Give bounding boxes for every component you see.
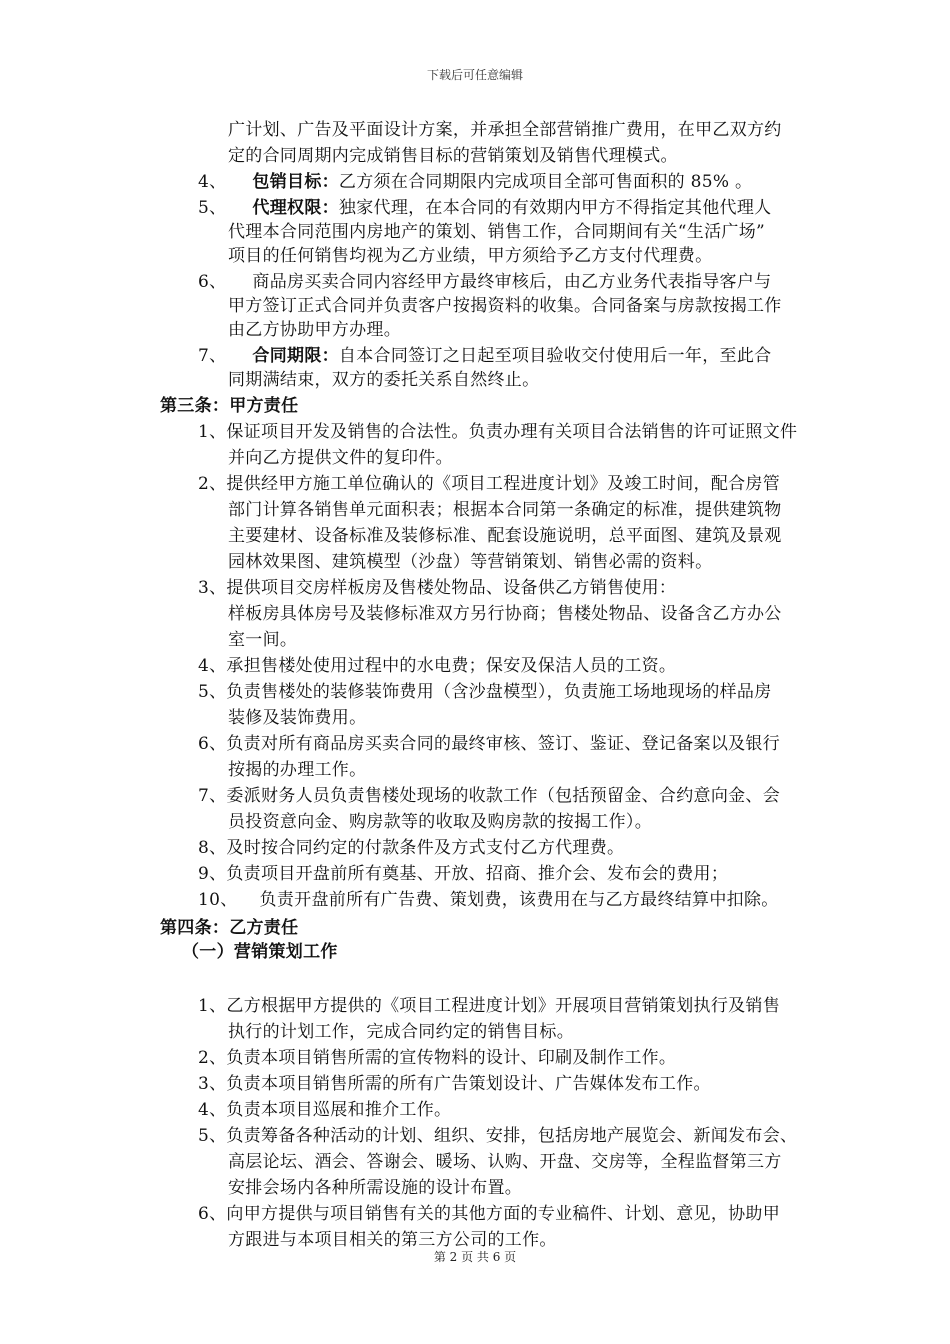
item-title: 代理权限： — [252, 198, 339, 218]
list-item — [198, 732, 780, 756]
item-number: 1、 — [198, 996, 227, 1016]
section-heading: 第三条：甲方责任 — [160, 396, 299, 416]
paragraph-line: 代理本合同范围内房地产的策划、销售工作，合同期间有关“生活广场” — [228, 222, 765, 242]
item-number: 5、 — [198, 1126, 227, 1146]
paragraph-line: 方跟进与本项目相关的第三方公司的工作。 — [228, 1230, 557, 1250]
list-item — [198, 994, 780, 1018]
paragraph-line: 按揭的办理工作。 — [228, 760, 367, 780]
item-text: 负责对所有商品房买卖合同的最终审核、签订、鉴证、登记备案以及银行 — [226, 734, 781, 754]
item-number: 4、 — [198, 656, 227, 676]
paragraph-line: 室一间。 — [228, 630, 298, 650]
item-number: 3、 — [198, 1074, 227, 1094]
list-item — [198, 836, 624, 860]
item-text: 乙方须在合同期限内完成项目全部可售面积的 85% 。 — [338, 172, 753, 192]
item-title: 包销目标： — [252, 172, 339, 192]
page-footer: 第 2 页 共 6 页 — [433, 1250, 517, 1264]
list-item — [198, 784, 780, 808]
item-number: 5、 — [198, 682, 227, 702]
list-item — [198, 472, 780, 496]
paragraph-line: 园林效果图、建筑模型（沙盘）等营销策划、销售必需的资料。 — [228, 552, 713, 572]
item-text: 自本合同签订之日起至项目验收交付使用后一年，至此合 — [338, 346, 772, 366]
paragraph-line: 员投资意向金、购房款等的收取及购房款的按揭工作）。 — [228, 812, 652, 832]
item-number: 5、 — [198, 198, 227, 218]
item-number: 1、 — [198, 422, 227, 442]
list-item — [198, 1046, 676, 1070]
list-item — [198, 420, 797, 444]
paragraph-line: 执行的计划工作，完成合同约定的销售目标。 — [228, 1022, 574, 1042]
list-item — [198, 170, 752, 194]
paragraph-line: 安排会场内各种所需设施的设计布置。 — [228, 1178, 523, 1198]
list-item — [198, 888, 779, 912]
paragraph-line: 定的合同周期内完成销售目标的营销策划及销售代理模式。 — [228, 146, 678, 166]
list-item — [198, 196, 771, 220]
item-number: 6、 — [198, 1204, 227, 1224]
list-item — [198, 680, 772, 704]
paragraph-line: 甲方签订正式合同并负责客户按揭资料的收集。合同备案与房款按揭工作 — [228, 296, 782, 316]
item-number: 8、 — [198, 838, 227, 858]
item-text: 负责售楼处的装修装饰费用（含沙盘模型），负责施工场地现场的样品房 — [226, 682, 772, 702]
item-number: 7、 — [198, 786, 227, 806]
paragraph-line: 并向乙方提供文件的复印件。 — [228, 448, 453, 468]
section-heading: 第四条：乙方责任 — [160, 918, 299, 938]
item-number: 9、 — [198, 864, 227, 884]
item-text: 委派财务人员负责售楼处现场的收款工作（包括预留金、合约意向金、会 — [226, 786, 781, 806]
item-number: 4、 — [198, 172, 227, 192]
paragraph-line: 项目的任何销售均视为乙方业绩，甲方须给予乙方支付代理费。 — [228, 246, 713, 266]
item-text: 保证项目开发及销售的合法性。负责办理有关项目合法销售的许可证照文件 — [226, 422, 798, 442]
paragraph-line: 部门计算各销售单元面积表；根据本合同第一条确定的标准，提供建筑物 — [228, 500, 782, 520]
list-item — [198, 270, 771, 294]
list-item — [198, 1072, 711, 1096]
list-item — [198, 654, 676, 678]
paragraph-line: 由乙方协助甲方办理。 — [228, 320, 401, 340]
item-text: 承担售楼处使用过程中的水电费；保安及保洁人员的工资。 — [226, 656, 677, 676]
page-header: 下载后可任意编辑 — [426, 68, 523, 82]
list-item — [198, 1202, 780, 1226]
item-text: 提供经甲方施工单位确认的《项目工程进度计划》及竣工时间，配合房管 — [226, 474, 781, 494]
list-item — [198, 344, 771, 368]
item-text: 独家代理，在本合同的有效期内甲方不得指定其他代理人 — [338, 198, 772, 218]
item-text: 负责本项目销售所需的宣传物料的设计、印刷及制作工作。 — [226, 1048, 677, 1068]
item-number: 6、 — [198, 734, 227, 754]
item-text: 负责项目开盘前所有奠基、开放、招商、推介会、发布会的费用； — [226, 864, 729, 884]
list-item — [198, 1124, 797, 1148]
subsection-heading: （一）营销策划工作 — [182, 942, 338, 962]
item-number: 2、 — [198, 474, 227, 494]
paragraph-line: 主要建材、设备标准及装修标准、配套设施说明，总平面图、建筑及景观 — [228, 526, 782, 546]
item-text: 商品房买卖合同内容经甲方最终审核后，由乙方业务代表指导客户与 — [252, 272, 772, 292]
list-item — [198, 862, 728, 886]
item-text: 及时按合同约定的付款条件及方式支付乙方代理费。 — [226, 838, 625, 858]
item-number: 4、 — [198, 1100, 227, 1120]
item-text: 向甲方提供与项目销售有关的其他方面的专业稿件、计划、意见，协助甲 — [226, 1204, 781, 1224]
paragraph-line: 同期满结束，双方的委托关系自然终止。 — [228, 370, 540, 390]
item-number: 6、 — [198, 272, 227, 292]
item-text: 负责筹备各种活动的计划、组织、安排，包括房地产展览会、新闻发布会、 — [226, 1126, 798, 1146]
paragraph-line: 样板房具体房号及装修标准双方另行协商；售楼处物品、设备含乙方办公 — [228, 604, 782, 624]
item-number: 2、 — [198, 1048, 227, 1068]
item-number: 3、 — [198, 578, 227, 598]
item-number: 7、 — [198, 346, 227, 366]
list-item — [198, 576, 676, 600]
item-text: 负责开盘前所有广告费、策划费，该费用在与乙方最终结算中扣除。 — [259, 890, 779, 910]
item-text: 提供项目交房样板房及售楼处物品、设备供乙方销售使用： — [226, 578, 677, 598]
item-text: 负责本项目销售所需的所有广告策划设计、广告媒体发布工作。 — [226, 1074, 711, 1094]
item-text: 负责本项目巡展和推介工作。 — [226, 1100, 452, 1120]
list-item — [198, 1098, 451, 1122]
paragraph-line: 装修及装饰费用。 — [228, 708, 367, 728]
item-number: 10、 — [198, 890, 238, 910]
item-title: 合同期限： — [252, 346, 339, 366]
paragraph-line: 高层论坛、酒会、答谢会、暖场、认购、开盘、交房等，全程监督第三方 — [228, 1152, 782, 1172]
item-text: 乙方根据甲方提供的《项目工程进度计划》开展项目营销策划执行及销售 — [226, 996, 781, 1016]
paragraph-line: 广计划、广告及平面设计方案，并承担全部营销推广费用，在甲乙双方约 — [228, 120, 782, 140]
